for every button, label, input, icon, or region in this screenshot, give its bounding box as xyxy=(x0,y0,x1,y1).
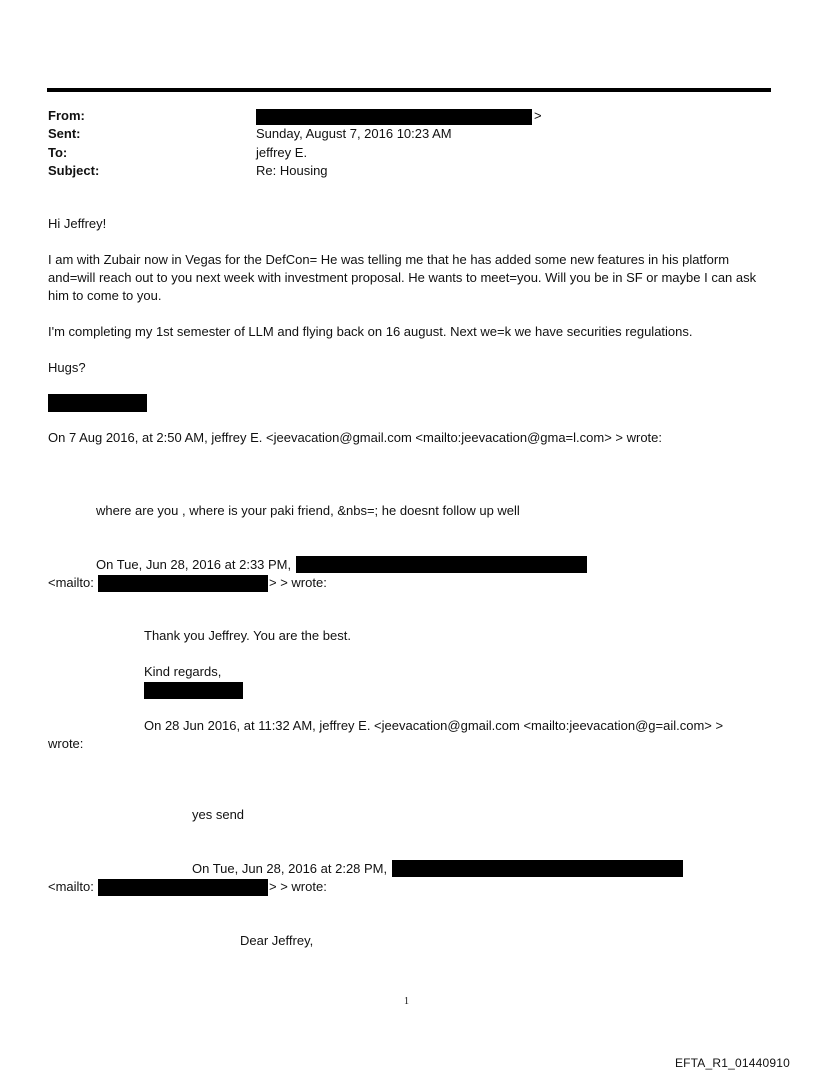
quote4-header: On Tue, Jun 28, 2016 at 2:28 PM, xyxy=(192,861,388,876)
redacted-quote4-sender xyxy=(392,860,683,877)
sent-value: Sunday, August 7, 2016 10:23 AM xyxy=(256,126,452,141)
quote2-header: On Tue, Jun 28, 2016 at 2:33 PM, xyxy=(96,557,292,572)
redacted-from-address xyxy=(256,109,532,125)
redacted-quote4-mailto xyxy=(98,879,268,896)
redacted-quote2-signature xyxy=(144,682,243,699)
redacted-quote2-sender xyxy=(296,556,587,573)
quote2-regards: Kind regards, xyxy=(144,664,222,679)
from-label: From: xyxy=(48,108,85,123)
header-rule xyxy=(47,88,771,92)
greeting: Hi Jeffrey! xyxy=(48,216,107,231)
subject-label: Subject: xyxy=(48,163,100,178)
signoff: Hugs? xyxy=(48,360,86,375)
quote2-mailto-prefix: <mailto: xyxy=(48,575,94,590)
quote1-text: where are you , where is your paki friend, &nbs=; he doesnt follow up well xyxy=(96,503,520,518)
to-label: To: xyxy=(48,145,68,160)
body-paragraph-1: I am with Zubair now in Vegas for the DefCon= He was telling me that he has added some new features in his platform and=will reach out to you next week with investment proposal. He wants to meet=you. Will you be in SF or maybe I can ask him to come to you. xyxy=(48,252,757,303)
body-paragraph-2: I'm completing my 1st semester of LLM and flying back on 16 august. Next we=k we have securities regulations. xyxy=(48,324,693,339)
quote3-header: On 28 Jun 2016, at 11:32 AM, jeffrey E. <jeevacation@gmail.com <mailto:jeevacation@g=ail.com> > xyxy=(144,718,724,733)
quote4-mailto-suffix: > > wrote: xyxy=(269,879,327,894)
redacted-signature xyxy=(48,394,147,412)
subject-value: Re: Housing xyxy=(256,163,328,178)
quote2-mailto-suffix: > > wrote: xyxy=(269,575,327,590)
from-suffix: > xyxy=(534,108,542,123)
quote4-text: Dear Jeffrey, xyxy=(240,933,314,948)
quote1-header: On 7 Aug 2016, at 2:50 AM, jeffrey E. <jeevacation@gmail.com <mailto:jeevacation@gma=l.com> > wrote: xyxy=(48,430,663,445)
quote2-text: Thank you Jeffrey. You are the best. xyxy=(144,628,351,643)
to-value: jeffrey E. xyxy=(256,145,308,160)
document-id: EFTA_R1_01440910 xyxy=(674,1056,790,1070)
quote4-mailto-prefix: <mailto: xyxy=(48,879,94,894)
redacted-quote2-mailto xyxy=(98,575,268,592)
quote3-text: yes send xyxy=(192,807,245,822)
quote3-wrote: wrote: xyxy=(48,736,84,751)
page-number: 1 xyxy=(404,996,409,1007)
sent-label: Sent: xyxy=(48,126,81,141)
